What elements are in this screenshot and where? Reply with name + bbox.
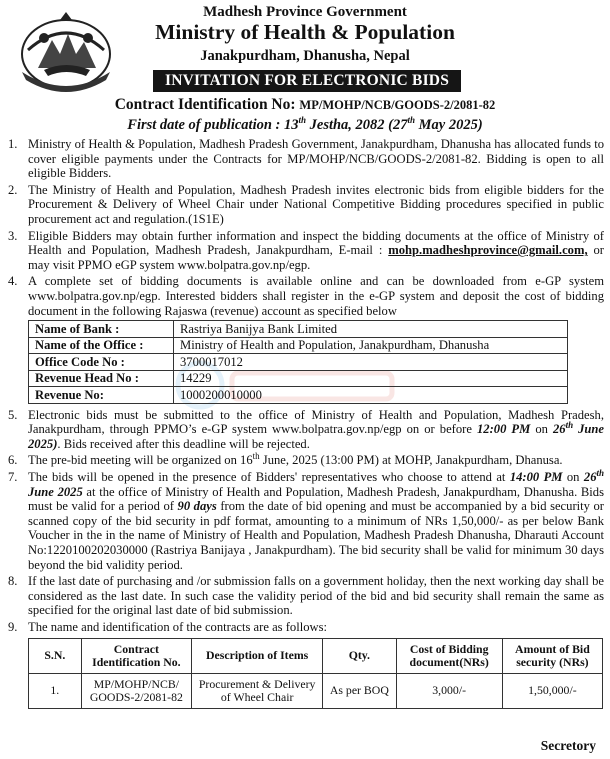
item-number: 1. (8, 137, 18, 151)
column-header: Cost of Bidding document(NRs) (396, 638, 502, 673)
contract-code: MP/MOHP/NCB/GOODS-2/2081-82 (299, 98, 496, 112)
opening-sup: th (596, 467, 604, 478)
pub-sup2: th (407, 115, 416, 126)
opening-day: 26 (583, 470, 597, 484)
table-row (29, 370, 568, 387)
bank-field-label: Revenue Head No : (29, 370, 174, 387)
item-text: The name and identification of the contracts are as follows: (28, 619, 327, 634)
list-item (8, 620, 604, 635)
item-number: 8. (8, 574, 18, 589)
item-text (28, 467, 605, 572)
bank-field-value: Ministry of Health and Population, Janakpurdham, Dhanusha (174, 337, 568, 354)
list-item (8, 408, 604, 452)
opening-time: 14:00 PM (509, 470, 563, 484)
list-item (8, 137, 604, 181)
notice-header (0, 0, 610, 133)
table-row (29, 673, 603, 708)
government-name: Madhesh Province Government (203, 4, 407, 20)
list-item (8, 183, 604, 227)
table-cell: 3,000/- (396, 673, 502, 708)
ministry-address: Janakpurdham, Dhanusha, Nepal (200, 48, 410, 64)
item-text-tail: June, 2025 (13:00 PM) at MOHP, Janakpurdham, Dhanusa. (259, 453, 563, 468)
table-cell: MP/MOHP/NCB/ GOODS-2/2081-82 (81, 673, 191, 708)
item-text (28, 453, 604, 468)
table-row (29, 337, 568, 354)
table-row (29, 321, 568, 338)
column-header: S.N. (29, 638, 82, 673)
item-text-part: at the office of Ministry of Health and Population, Madhesh Pradesh, Janakpurdham, Dhanusha. Bids must be valid for a period of (28, 484, 605, 514)
column-header: Qty. (323, 638, 396, 673)
bank-details-table (28, 320, 568, 404)
table-cell: As per BOQ (323, 673, 396, 708)
item-number: 3. (8, 228, 18, 243)
column-header: Contract Identification No. (81, 638, 191, 673)
item-text-part: Eligible Bidders may obtain further information and inspect the bidding documents at the office of Ministry of Health and Population, Madhesh Pradesh, Janakpurdham, E-mail : (28, 228, 604, 258)
pub-sup1: th (298, 115, 307, 126)
signature-title: Secretory (540, 738, 596, 753)
bank-field-value: 14229 (174, 370, 568, 387)
item-text-tail: . Bids received after this deadline will be rejected. (57, 436, 310, 451)
item-number: 7. (8, 470, 18, 484)
item-text-tail: from the date of bid opening and must be accompanied by a bid security or scanned copy of the bid security in pdf format, amounting to a minimum of NRs 1,50,000/- as per below Bank Voucher in the in the name of Ministry of Health and Population, Madhesh Pradesh Dhanusha, Dharauti Account No:1220100202030000 (Rastriya Banijaya , Janakpurdham). The bid security shall be valid for minimum 30 days beyond the bid validity period. (28, 499, 605, 572)
column-header: Description of Items (192, 638, 323, 673)
bank-field-value: Rastriya Banijya Bank Limited (174, 321, 568, 338)
item-number: 5. (8, 407, 18, 422)
item-text-part: Electronic bids must be submitted to the office of Ministry of Health and Population, Madhesh Pradesh, Janakpurdham, through PPMO’s e-GP system www.bolpatra.gov.np/egp on or before (28, 407, 604, 437)
bank-field-value: 3700017012 (174, 354, 568, 371)
deadline-time: 12:00 PM (476, 422, 531, 437)
opening-month: June 2025 (28, 484, 83, 499)
contract-identification (0, 96, 610, 114)
item-sup: th (252, 451, 260, 462)
deadline-sup: th (565, 420, 574, 431)
table-cell: Procurement & Delivery of Wheel Chair (192, 673, 323, 708)
ministry-name: Ministry of Health & Population (155, 20, 455, 44)
table-row (29, 387, 568, 404)
table-row (29, 354, 568, 371)
bank-field-label: Name of Bank : (29, 321, 174, 338)
item-text-part: The pre-bid meeting will be organized on 16 (28, 453, 253, 468)
item-text-tail: or may visit PPMO eGP system www.bolpatra.gov.np/egp. (28, 243, 605, 272)
validity-days: 90 days (177, 499, 217, 514)
list-item (8, 467, 605, 572)
table-header-row (29, 638, 603, 673)
list-item (8, 574, 604, 618)
item-number: 6. (8, 453, 18, 468)
item-text: The Ministry of Health and Population, Madhesh Pradesh invites electronic bids from eligible bidders for the Procurement & Delivery of Wheel Chair under National Competitive Bidding procedures specified in public procurement act and regulation.(1S1E) (28, 182, 604, 226)
list-item (8, 229, 604, 273)
publication-date (0, 117, 610, 134)
list-item (8, 453, 604, 468)
email-link[interactable]: mohp.madheshprovince@gmail.com, (388, 243, 588, 258)
bank-field-label: Revenue No: (29, 387, 174, 404)
table-cell: 1. (29, 673, 82, 708)
item-text: A complete set of bidding documents is available online and can be downloaded from e-GP system www.bolpatra.gov.np/egp. Interested bidders shall register in the e-GP system and deposit the cost of bidding document in the following Rajaswa (revenue) account as specified below (28, 274, 604, 318)
item-number: 9. (8, 619, 18, 634)
notice-banner: INVITATION FOR ELECTRONIC BIDS (153, 70, 461, 92)
notice-body (8, 137, 604, 709)
item-text-part: on (562, 470, 584, 484)
bank-field-label: Office Code No : (29, 354, 174, 371)
item-text: Ministry of Health & Population, Madhesh Pradesh Government, Janakpurdham, Dhanusha has allocated funds to cover eligible payments under the Contracts for MP/MOHP/NCB/GOODS-2/2081-82. Bidding is open to all eligible Bidders. (28, 137, 604, 181)
table-cell: 1,50,000/- (502, 673, 602, 708)
contract-table (28, 638, 603, 709)
item-text-part: on (530, 422, 553, 437)
deadline-day: 26 (552, 422, 566, 437)
item-text-part: The bids will be opened in the presence of Bidders' representatives who choose to attend at (28, 470, 510, 484)
deadline-month: June 2025) (28, 422, 605, 451)
item-text (28, 229, 604, 273)
bank-field-label: Name of the Office : (29, 337, 174, 354)
item-number: 4. (8, 274, 18, 289)
contract-label: Contract Identification No: (114, 96, 300, 113)
item-number: 2. (8, 182, 18, 197)
list-item (8, 274, 604, 318)
column-header: Amount of Bid security (NRs) (502, 638, 602, 673)
bank-field-value: 1000200010000 (174, 387, 568, 404)
item-text (28, 408, 604, 452)
item-text: If the last date of purchasing and /or submission falls on a government holiday, then the next working day shall be considered as the last date. In such case the validity period of the bid and bid security shall remain the same as specified for the original last date of bid submission. (28, 574, 604, 618)
pub-middle: Jestha, 2082 (27 (306, 117, 408, 133)
pub-prefix: First date of publication : 13 (127, 117, 299, 133)
pub-suffix: May 2025) (415, 117, 483, 133)
